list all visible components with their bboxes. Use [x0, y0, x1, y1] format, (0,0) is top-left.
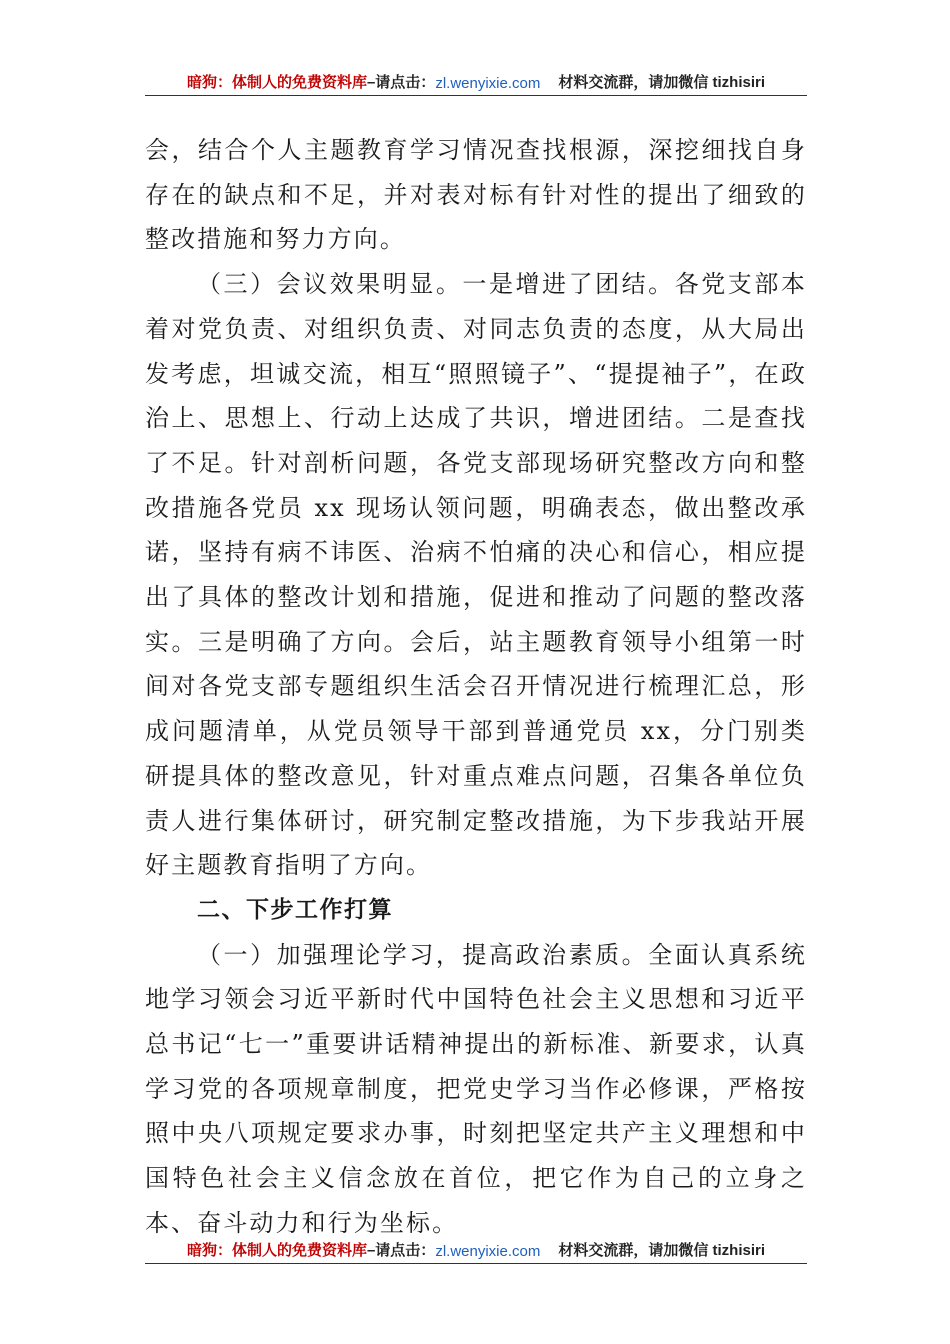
paragraph-meeting-effect: （三）会议效果明显。一是增进了团结。各党支部本着对党负责、对组织负责、对同志负责的态度，从大局出发考虑，坦诚交流，相互“照照镜子”、“提提袖子”，在政治上、思想上、行动上达成了共识，增进团结。二是查找了不足。针对剖析问题，各党支部现场研究整改方向和整改措施各党员 xx 现场认领问题，明确表态，做出整改承诺，坚持有病不讳医、治病不怕痛的决心和信心，相应提出了具体的整改计划和措施，促进和推动了问题的整改落实。三是明确了方向。会后，站主题教育领导小组第一时间对各党支部专题组织生活会召开情况进行梳理汇总，形成问题清单，从党员领导干部到普通党员 xx，分门别类研提具体的整改意见，针对重点难点问题，召集各单位负责人进行集体研讨，研究制定整改措施，为下步我站开展好主题教育指明了方向。	[145, 270, 807, 880]
banner-url-link[interactable]: zl.wenyixie.com	[435, 1243, 541, 1260]
banner-group-text: 材料交流群，请加微信 tizhisiri	[558, 74, 766, 91]
document-body	[145, 128, 807, 1246]
banner-brand: 暗狗：体制人的免费资料库	[186, 74, 367, 91]
header-banner	[145, 62, 807, 96]
banner-url-link[interactable]: zl.wenyixie.com	[435, 75, 541, 92]
banner-group-text: 材料交流群，请加微信 tizhisiri	[558, 1242, 766, 1259]
footer-banner	[145, 1230, 807, 1264]
section-heading-next-steps: 二、下步工作打算	[197, 896, 393, 923]
banner-click-prompt: –请点击：	[366, 1242, 436, 1259]
paragraph-theory-study: （一）加强理论学习，提高政治素质。全面认真系统地学习领会习近平新时代中国特色社会主义思想和习近平总书记“七一”重要讲话精神提出的新标准、新要求，认真学习党的各项规章制度，把党史学习当作必修课，严格按照中央八项规定要求办事，时刻把坚定共产主义理想和中国特色社会主义信念放在首位，把它作为自己的立身之本、奋斗动力和行为坐标。	[145, 940, 807, 1237]
banner-click-prompt: –请点击：	[366, 74, 436, 91]
banner-brand: 暗狗：体制人的免费资料库	[186, 1242, 367, 1259]
paragraph-continuation: 会，结合个人主题教育学习情况查找根源，深挖细找自身存在的缺点和不足，并对表对标有针对性的提出了细致的整改措施和努力方向。	[145, 136, 807, 254]
